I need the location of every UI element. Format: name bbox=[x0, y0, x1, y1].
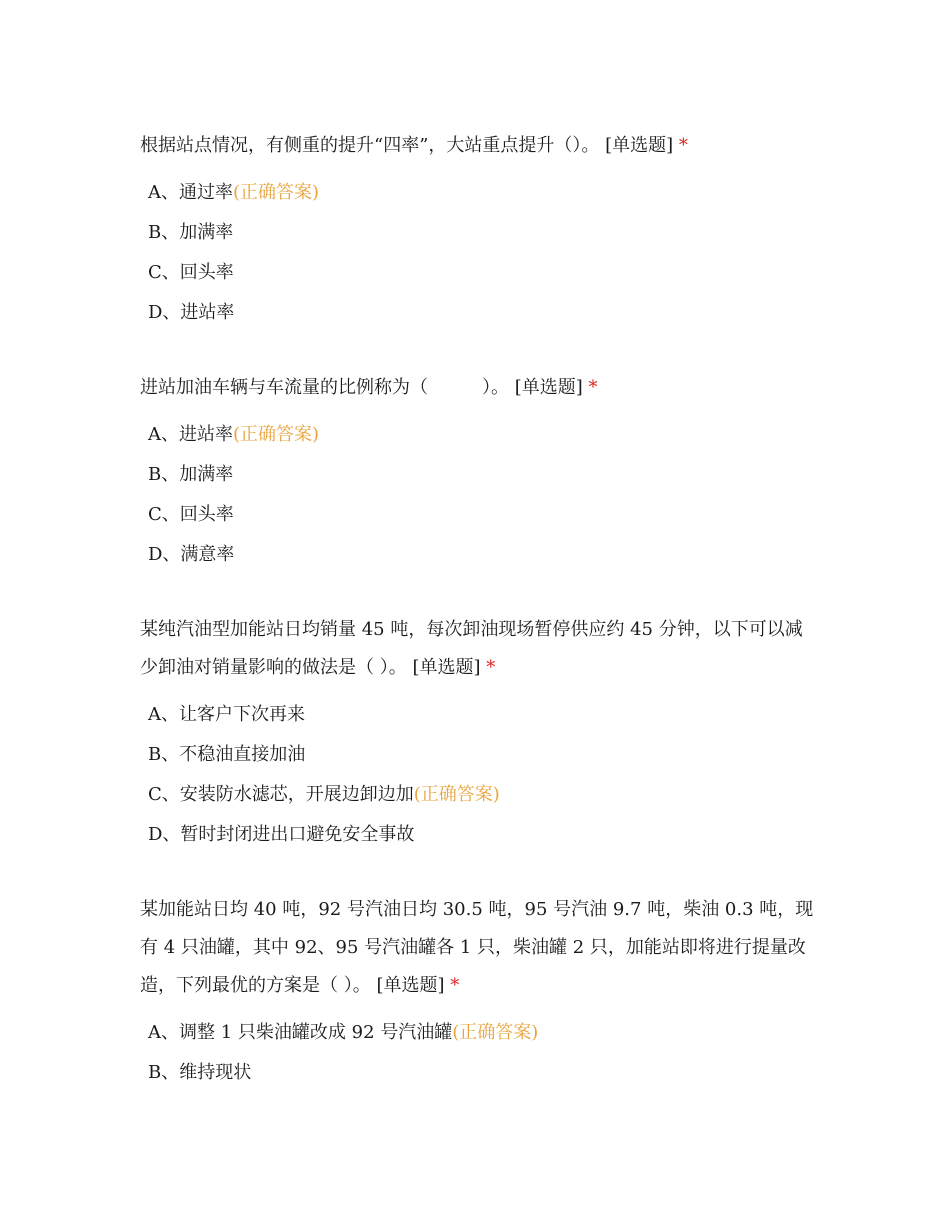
question-stem: 某纯汽油型加能站日均销量 45 吨，每次卸油现场暂停供应约 45 分钟，以下可以减少卸油对销量影响的做法是（ ）。 bbox=[140, 619, 803, 678]
option-list bbox=[140, 415, 820, 575]
question-stem: 某加能站日均 40 吨，92 号汽油日均 30.5 吨，95 号汽油 9.7 吨，柴油 0.3 吨，现有 4 只油罐，其中 92、95 号汽油罐各 1 只，柴油罐 2 只，加能站即将进行提量改造，下列最优的方案是（ ）。 bbox=[140, 899, 814, 996]
required-mark: * bbox=[678, 135, 688, 156]
option-label: D、满意率 bbox=[148, 544, 235, 565]
option-label: B、不稳油直接加油 bbox=[148, 744, 306, 765]
question-type-label: [单选题] bbox=[376, 975, 445, 996]
option-label: D、进站率 bbox=[148, 302, 235, 323]
option-label: A、通过率 bbox=[148, 182, 233, 203]
option-label: A、进站率 bbox=[148, 424, 233, 445]
option-label: C、回头率 bbox=[148, 262, 234, 283]
option-label: D、暂时封闭进出口避免安全事故 bbox=[148, 824, 415, 845]
option-d[interactable] bbox=[140, 815, 820, 855]
option-list bbox=[140, 173, 820, 333]
required-mark: * bbox=[486, 657, 496, 678]
question-stem: 根据站点情况，有侧重的提升“四率”，大站重点提升（）。 bbox=[140, 135, 600, 156]
question-1 bbox=[140, 127, 820, 333]
correct-answer-tag: (正确答案) bbox=[413, 784, 500, 805]
option-list bbox=[140, 695, 820, 855]
question-stem: 进站加油车辆与车流量的比例称为（ ）。 bbox=[140, 377, 509, 398]
option-b[interactable] bbox=[140, 735, 820, 775]
option-b[interactable] bbox=[140, 455, 820, 495]
option-list bbox=[140, 1013, 820, 1093]
question-3 bbox=[140, 611, 820, 855]
correct-answer-tag: (正确答案) bbox=[233, 182, 320, 203]
option-c[interactable] bbox=[140, 253, 820, 293]
question-4 bbox=[140, 891, 820, 1093]
question-type-label: [单选题] bbox=[514, 377, 583, 398]
option-d[interactable] bbox=[140, 535, 820, 575]
question-type-label: [单选题] bbox=[605, 135, 674, 156]
option-b[interactable] bbox=[140, 213, 820, 253]
question-2 bbox=[140, 369, 820, 575]
question-text bbox=[140, 891, 820, 1005]
option-label: A、让客户下次再来 bbox=[148, 704, 305, 725]
option-c[interactable] bbox=[140, 775, 820, 815]
question-text bbox=[140, 127, 820, 165]
option-a[interactable] bbox=[140, 173, 820, 213]
option-a[interactable] bbox=[140, 695, 820, 735]
option-a[interactable] bbox=[140, 415, 820, 455]
option-c[interactable] bbox=[140, 495, 820, 535]
question-type-label: [单选题] bbox=[412, 657, 481, 678]
question-text bbox=[140, 369, 820, 407]
option-b[interactable] bbox=[140, 1053, 820, 1093]
required-mark: * bbox=[588, 377, 598, 398]
option-a[interactable] bbox=[140, 1013, 820, 1053]
option-label: B、加满率 bbox=[148, 222, 234, 243]
option-label: B、维持现状 bbox=[148, 1062, 252, 1083]
required-mark: * bbox=[450, 975, 460, 996]
option-d[interactable] bbox=[140, 293, 820, 333]
option-label: A、调整 1 只柴油罐改成 92 号汽油罐 bbox=[148, 1022, 453, 1043]
option-label: C、安装防水滤芯，开展边卸边加 bbox=[148, 784, 414, 805]
option-label: C、回头率 bbox=[148, 504, 234, 525]
correct-answer-tag: (正确答案) bbox=[233, 424, 320, 445]
question-text bbox=[140, 611, 820, 687]
option-label: B、加满率 bbox=[148, 464, 234, 485]
correct-answer-tag: (正确答案) bbox=[452, 1022, 539, 1043]
